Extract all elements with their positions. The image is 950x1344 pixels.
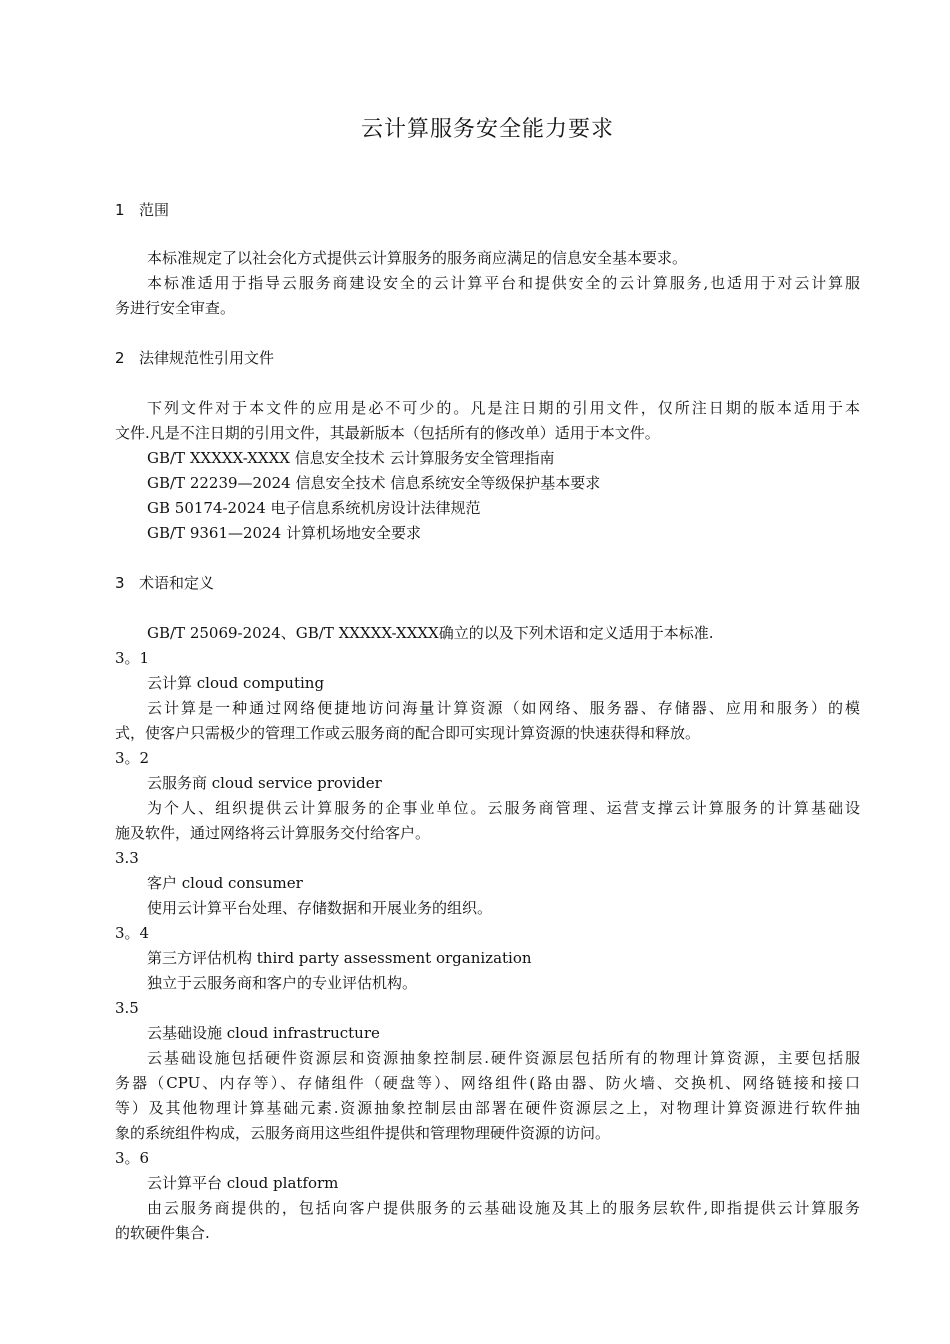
term-name: 云计算 — [147, 674, 193, 692]
paragraph: GB/T 25069-2024、GB/T XXXXX-XXXX确立的以及下列术语和定义适用于本标准. — [147, 624, 714, 642]
term-english: cloud platform — [222, 1174, 339, 1192]
term-title — [115, 946, 860, 971]
term-name: 云服务商 — [147, 774, 208, 792]
term-definition: 由云服务商提供的，包括向客户提供服务的云基础设施及其上的服务层软件,即指提供云计算服务 — [147, 1199, 860, 1217]
term-english: cloud infrastructure — [222, 1024, 380, 1042]
term-definition: 务器（CPU、内存等）、存储组件（硬盘等）、网络组件(路由器、防火墙、交换机、网络链接和接口 — [115, 1074, 860, 1092]
section-label: 范围 — [139, 201, 170, 219]
section-heading-scope — [115, 198, 860, 223]
term-english: cloud service provider — [207, 774, 382, 792]
term-number: 3。1 — [115, 649, 150, 667]
term-definition: 云计算是一种通过网络便捷地访问海量计算资源（如网络、服务器、存储器、应用和服务）的模 — [147, 699, 860, 717]
term-number: 3.5 — [115, 999, 139, 1017]
term-definition: 为个人、组织提供云计算服务的企事业单位。云服务商管理、运营支撑云计算服务的计算基础设 — [147, 799, 860, 817]
paragraph: 本标准适用于指导云服务商建设安全的云计算平台和提供安全的云计算服务,也适用于对云计算服 — [147, 274, 860, 292]
term-title — [115, 871, 860, 896]
term-title — [115, 1021, 860, 1046]
term-number: 3。4 — [115, 924, 150, 942]
term-number: 3.3 — [115, 849, 139, 867]
term-definition: 象的系统组件构成，云服务商用这些组件提供和管理物理硬件资源的访问。 — [115, 1124, 611, 1142]
term-name: 云基础设施 — [147, 1024, 223, 1042]
term-english: third party assessment organization — [252, 949, 532, 967]
term-definition: 云基础设施包括硬件资源层和资源抽象控制层.硬件资源层包括所有的物理计算资源，主要包括服 — [147, 1049, 860, 1067]
paragraph: 务进行安全审查。 — [115, 299, 236, 317]
term-name: 客户 — [147, 874, 178, 892]
term-definition: 施及软件，通过网络将云计算服务交付给客户。 — [115, 824, 431, 842]
term-definition: 的软硬件集合. — [115, 1224, 210, 1242]
term-number: 3。2 — [115, 749, 150, 767]
section-label: 法律规范性引用文件 — [139, 349, 275, 367]
term-name: 第三方评估机构 — [147, 949, 253, 967]
term-name: 云计算平台 — [147, 1174, 223, 1192]
term-title — [115, 771, 860, 796]
section-heading-terms — [115, 571, 860, 596]
reference-item: GB 50174-2024 电子信息系统机房设计法律规范 — [147, 499, 481, 517]
section-label: 术语和定义 — [139, 574, 215, 592]
reference-item: GB/T 9361—2024 计算机场地安全要求 — [147, 524, 421, 542]
term-definition: 等）及其他物理计算基础元素.资源抽象控制层由部署在硬件资源层之上，对物理计算资源进行软件抽 — [115, 1099, 860, 1117]
reference-item: GB/T XXXXX-XXXX 信息安全技术 云计算服务安全管理指南 — [147, 449, 555, 467]
term-number: 3。6 — [115, 1149, 150, 1167]
term-english: cloud consumer — [177, 874, 303, 892]
term-title — [115, 1171, 860, 1196]
term-definition: 独立于云服务商和客户的专业评估机构。 — [147, 974, 418, 992]
term-english: cloud computing — [192, 674, 325, 692]
document-title: 云计算服务安全能力要求 — [360, 117, 614, 142]
paragraph: 文件.凡是不注日期的引用文件，其最新版本（包括所有的修改单）适用于本文件。 — [115, 424, 660, 442]
section-number: 1 — [115, 201, 125, 219]
paragraph: 本标准规定了以社会化方式提供云计算服务的服务商应满足的信息安全基本要求。 — [147, 249, 688, 267]
section-number: 2 — [115, 349, 125, 367]
term-definition: 使用云计算平台处理、存储数据和开展业务的组织。 — [147, 899, 493, 917]
reference-item: GB/T 22239—2024 信息安全技术 信息系统安全等级保护基本要求 — [147, 474, 601, 492]
term-definition: 式，使客户只需极少的管理工作或云服务商的配合即可实现计算资源的快速获得和释放。 — [115, 724, 701, 742]
paragraph: 下列文件对于本文件的应用是必不可少的。凡是注日期的引用文件，仅所注日期的版本适用于本 — [147, 399, 860, 417]
section-number: 3 — [115, 574, 125, 592]
term-title — [115, 671, 860, 696]
section-heading-references — [115, 346, 860, 371]
